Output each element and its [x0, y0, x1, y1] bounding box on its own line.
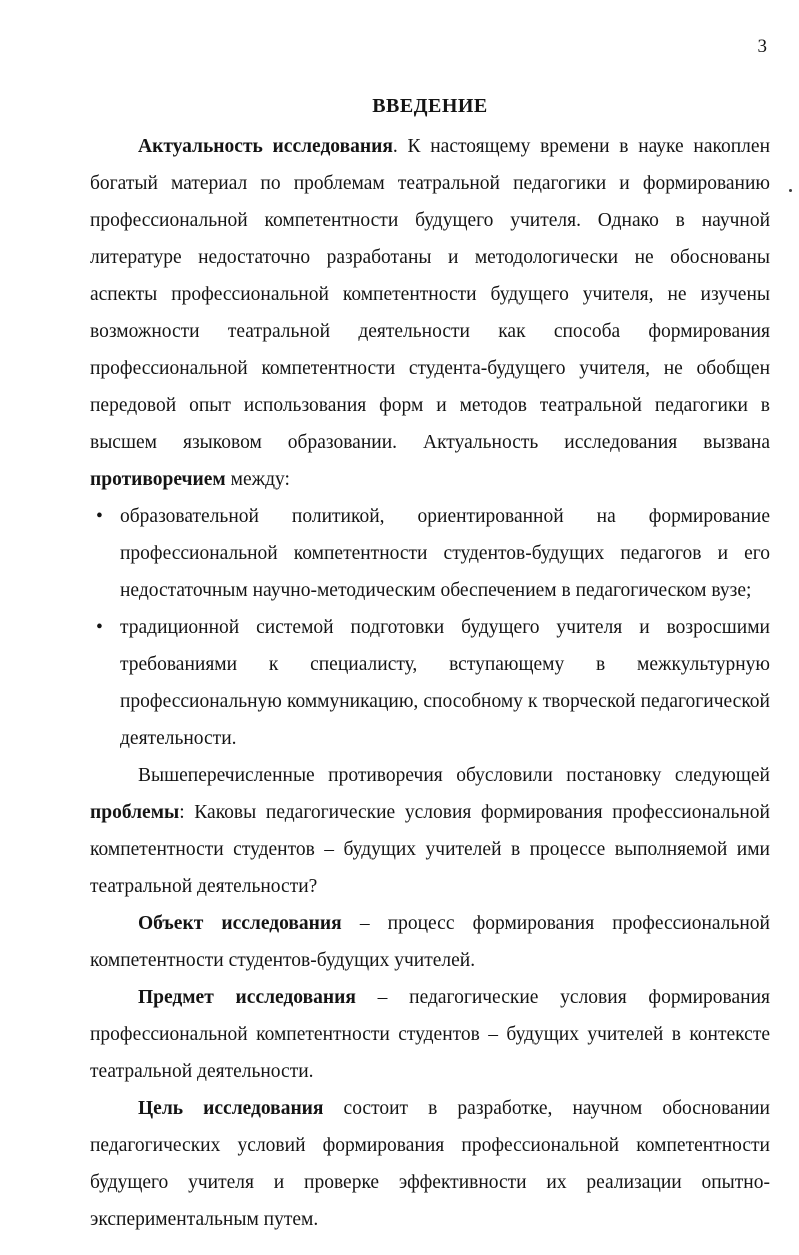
relevance-body-text: . К настоящему времени в науке накоплен богатый материал по проблемам театральной педагогики и формированию профессиональной компетентности будущего учителя. Однако в научной литературе недостаточно разработаны и методологически не обоснованы аспекты профессиональной компетентности будущего учителя, не изучены возможности театральной деятельности как способа формирования профессиональной компетентности студента-будущего учителя, не обобщен передовой опыт использования форм и методов театральной педагогики в высшем языковом образовании. Актуальность исследования вызвана: [90, 136, 771, 453]
bullet-text: образовательной политикой, ориентированной на формирование профессиональной компетентности студентов-будущих педагогов и его недостаточным научно-методическим обеспечением в педагогическом вузе;: [120, 506, 770, 601]
scan-speck-artifact: [789, 189, 792, 192]
problem-lead-text: Вышеперечисленные противоречия обусловили постановку следующей: [138, 765, 770, 786]
relevance-tail-text: между:: [225, 469, 290, 490]
bullet-icon: •: [96, 506, 103, 527]
paragraph-problem: [90, 757, 770, 905]
paragraph-relevance: [90, 128, 770, 498]
object-body-text: – процесс формирования профессиональной компетентности студентов-будущих учителей.: [90, 913, 770, 971]
problem-keyword: проблемы: [90, 802, 180, 823]
document-title: ВВЕДЕНИЕ: [372, 95, 488, 117]
goal-body-text: состоит в разработке, научном обосновании педагогических условий формирования профессиональной компетентности будущего учителя и проверке эффективности их реализации опытно-экспериментальным путем.: [90, 1098, 770, 1230]
list-item: [90, 498, 770, 609]
object-heading-text: Объект исследования: [138, 913, 342, 934]
paragraph-goal: [90, 1090, 770, 1238]
bullet-text: традиционной системой подготовки будущего учителя и возросшими требованиями к специалисту, вступающему в межкультурную профессиональную коммуникацию, способному к творческой педагогической деятельности.: [120, 617, 770, 749]
problem-tail-text: : Каковы педагогические условия формирования профессиональной компетентности студентов – будущих учителей в процессе выполняемой ими театральной деятельности?: [90, 802, 770, 897]
list-item: [90, 609, 770, 757]
page-number: 3: [757, 36, 767, 57]
contradiction-keyword: противоречием: [90, 469, 226, 490]
subject-body-text: – педагогические условия формирования профессиональной компетентности студентов – будущих учителей в контексте театральной деятельности.: [90, 987, 770, 1082]
contradictions-list: [90, 498, 770, 757]
bullet-icon: •: [96, 617, 103, 638]
goal-heading-text: Цель исследования: [138, 1098, 324, 1119]
relevance-heading-text: Актуальность исследования: [138, 136, 393, 157]
paragraph-object: [90, 905, 770, 979]
paragraph-subject: [90, 979, 770, 1090]
subject-heading-text: Предмет исследования: [138, 987, 356, 1008]
